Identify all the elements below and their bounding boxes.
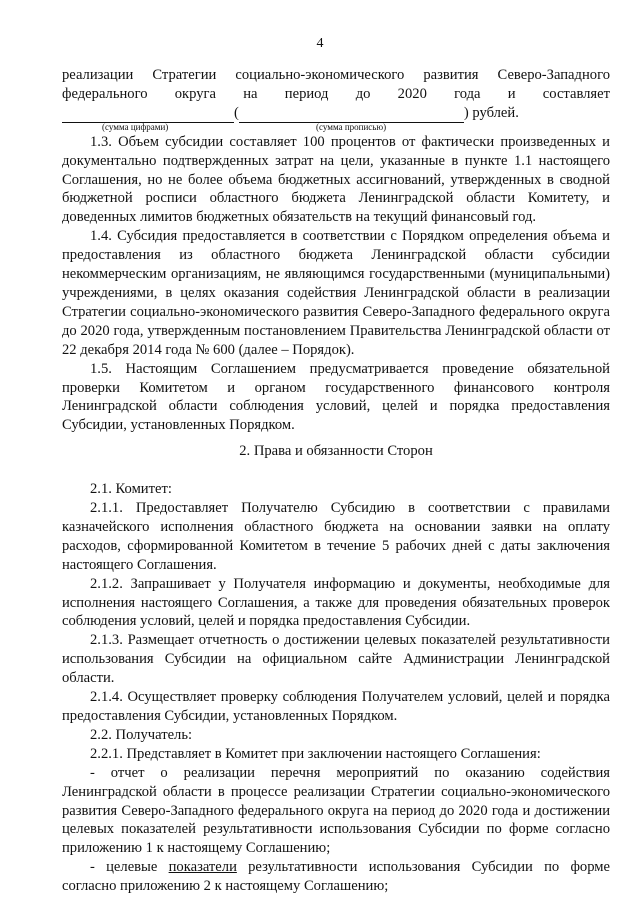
bullet-indicators: - целевые показатели результативности использования Субсидии по форме согласно приложению 2 к настоящему Соглашению; <box>62 859 610 895</box>
amount-digits-blank <box>62 108 234 123</box>
amount-currency: ) рублей. <box>463 104 519 121</box>
paragraph-1-3: 1.3. Объем субсидии составляет 100 процентов от фактически произведенных и документально подтвержденных затрат на цели, указанные в пункте 1.1 настоящего Соглашения, но не более объема бюджетных ассигнований, утвержденных в сводной бюджетной росписи областного бюджета Ленинградской области Комитету, и доведенных лимитов бюджетных обязательств на текущий финансовый год. <box>62 133 610 226</box>
underlined-word: показатели <box>168 859 237 876</box>
caption-digits: (сумма цифрами) <box>102 121 169 132</box>
page-number: 4 <box>316 36 324 51</box>
amount-words-blank <box>239 108 464 123</box>
amount-line <box>62 104 610 123</box>
paragraph-2-1: 2.1. Комитет: <box>90 481 172 498</box>
paragraph-2-2-1: 2.2.1. Представляет в Комитет при заключении настоящего Соглашения: <box>90 745 541 762</box>
paren-open: ( <box>234 104 239 121</box>
caption-words: (сумма прописью) <box>316 121 387 132</box>
paragraph-2-1-2: 2.1.2. Запрашивает у Получателя информацию и документы, необходимые для исполнения настоящего Соглашения, а также для проведения обязательных проверок соблюдения условий, целей и порядка предоставления Субсидии. <box>62 575 610 630</box>
paragraph-2-1-1: 2.1.1. Предоставляет Получателю Субсидию в соответствии с правилами казначейского исполнения областного бюджета на основании заявки на оплату расходов, сформированной Комитетом в течение 5 рабочих дней с даты заключения настоящего Соглашения. <box>62 500 610 573</box>
document-body <box>62 66 610 896</box>
paragraph-2-1-3: 2.1.3. Размещает отчетность о достижении целевых показателей результативности использования Субсидии на официальном сайте Администрации Ленинградской области. <box>62 632 610 687</box>
intro-line-2: федерального округа на период до 2020 года и составляет <box>62 85 610 102</box>
section-2-heading: 2. Права и обязанности Сторон <box>239 443 433 460</box>
paragraph-1-5: 1.5. Настоящим Соглашением предусматривается проведение обязательной проверки Комитетом и органом государственного финансового контроля Ленинградской области соблюдения условий, целей и порядка предоставления Субсидии, установленных Порядком. <box>62 360 610 434</box>
amount-captions <box>62 122 610 133</box>
paragraph-1-4: 1.4. Субсидия предоставляется в соответствии с Порядком определения объема и предоставления из областного бюджета Ленинградской области субсидии некоммерческим организациям, не являющимся государственными (муниципальными) учреждениями, в целях оказания содействия Ленинградской области в реализации Стратегии социально-экономического развития Северо-Западного федерального округа до 2020 года, утвержденным постановлением Правительства Ленинградской области от 22 декабря 2014 года № 600 (далее – Порядок). <box>62 228 610 358</box>
paragraph-2-1-4: 2.1.4. Осуществляет проверку соблюдения Получателем условий, целей и порядка предоставления Субсидии, установленных Порядком. <box>62 689 610 724</box>
bullet-report: - отчет о реализации перечня мероприятий по оказанию содействия Ленинградской области в процессе реализации Стратегии социально-экономического развития Северо-Западного федерального округа на период до 2020 года и достижении целевых показателей результативности использования Субсидии по форме согласно приложению 1 к настоящему Соглашению; <box>62 764 610 857</box>
paragraph-2-2: 2.2. Получатель: <box>90 726 193 743</box>
intro-line-1: реализации Стратегии социально-экономического развития Северо-Западного <box>62 67 610 83</box>
